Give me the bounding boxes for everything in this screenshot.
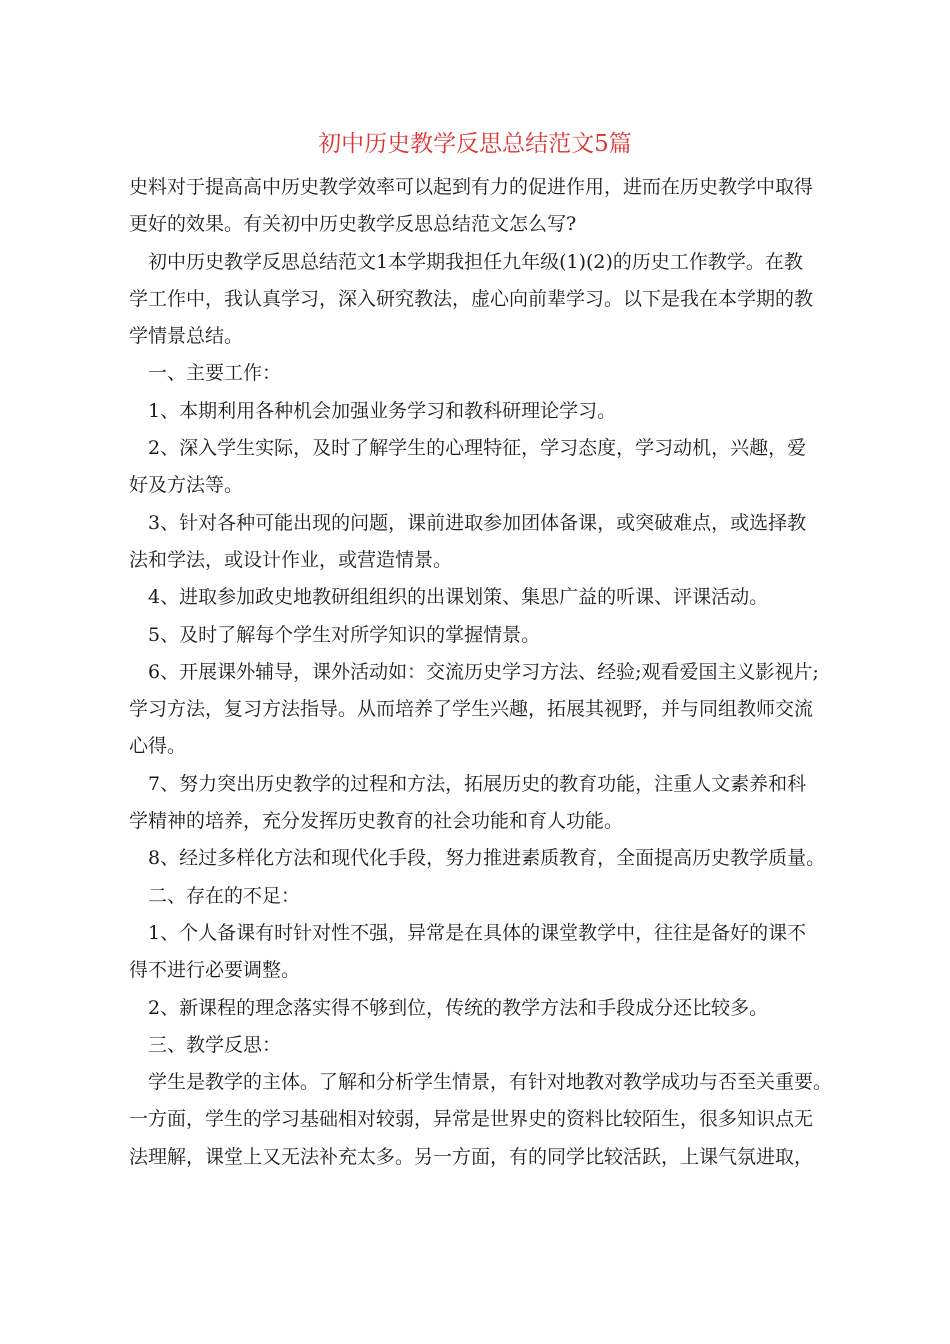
text-line: 3、针对各种可能出现的问题，课前进取参加团体备课，或突破难点，或选择教 (148, 511, 807, 534)
text-line: 初中历史教学反思总结范文1本学期我担任九年级(1)(2)的历史工作教学。在教 (148, 250, 803, 273)
text-line: 学生是教学的主体。了解和分析学生情景，有针对地教对教学成功与否至关重要。 (148, 1071, 833, 1094)
text-line: 1、本期利用各种机会加强业务学习和教科研理论学习。 (148, 399, 617, 422)
text-line: 6、开展课外辅导，课外活动如：交流历史学习方法、经验;观看爱国主义影视片; (148, 660, 819, 683)
text-line: 法理解，课堂上又无法补充太多。另一方面，有的同学比较活跃，上课气氛进取， (129, 1145, 814, 1168)
text-line: 更好的效果。有关初中历史教学反思总结范文怎么写? (129, 213, 577, 236)
document-body (129, 169, 833, 1176)
text-line: 1、个人备课有时针对性不强，异常是在具体的课堂教学中，往往是备好的课不 (148, 921, 807, 944)
document-title: 初中历史教学反思总结范文5篇 (318, 131, 632, 157)
text-line: 得不进行必要调整。 (129, 959, 301, 982)
text-line: 学工作中，我认真学习，深入研究教法，虚心向前辈学习。以下是我在本学期的教 (129, 287, 814, 310)
text-line: 4、进取参加政史地教研组组织的出课划策、集思广益的听课、评课活动。 (148, 586, 769, 609)
text-line: 法和学法，或设计作业，或营造情景。 (129, 548, 453, 571)
text-line: 史料对于提高高中历史教学效率可以起到有力的促进作用，进而在历史教学中取得 (129, 176, 814, 198)
text-line: 二、存在的不足： (148, 884, 301, 907)
text-line: 心得。 (129, 735, 187, 758)
text-line: 学精神的培养，充分发挥历史教育的社会功能和育人功能。 (129, 810, 624, 833)
text-line: 学情景总结。 (129, 325, 244, 348)
text-line: 一、主要工作： (148, 362, 282, 385)
text-line: 5、及时了解每个学生对所学知识的掌握情景。 (148, 623, 541, 646)
text-line: 一方面，学生的学习基础相对较弱，异常是世界史的资料比较陌生，很多知识点无 (129, 1108, 814, 1131)
text-line: 2、新课程的理念落实得不够到位，传统的教学方法和手段成分还比较多。 (148, 996, 769, 1019)
text-line: 7、努力突出历史教学的过程和方法，拓展历史的教育功能，注重人文素养和科 (148, 772, 807, 795)
text-line: 2、深入学生实际，及时了解学生的心理特征，学习态度，学习动机，兴趣，爱 (148, 437, 807, 460)
text-line: 8、经过多样化方法和现代化手段，努力推进素质教育，全面提高历史教学质量。 (148, 847, 826, 870)
text-line: 学习方法，复习方法指导。从而培养了学生兴趣，拓展其视野，并与同组教师交流 (129, 698, 814, 721)
text-line: 三、教学反思： (148, 1033, 282, 1056)
text-line: 好及方法等。 (129, 474, 244, 497)
